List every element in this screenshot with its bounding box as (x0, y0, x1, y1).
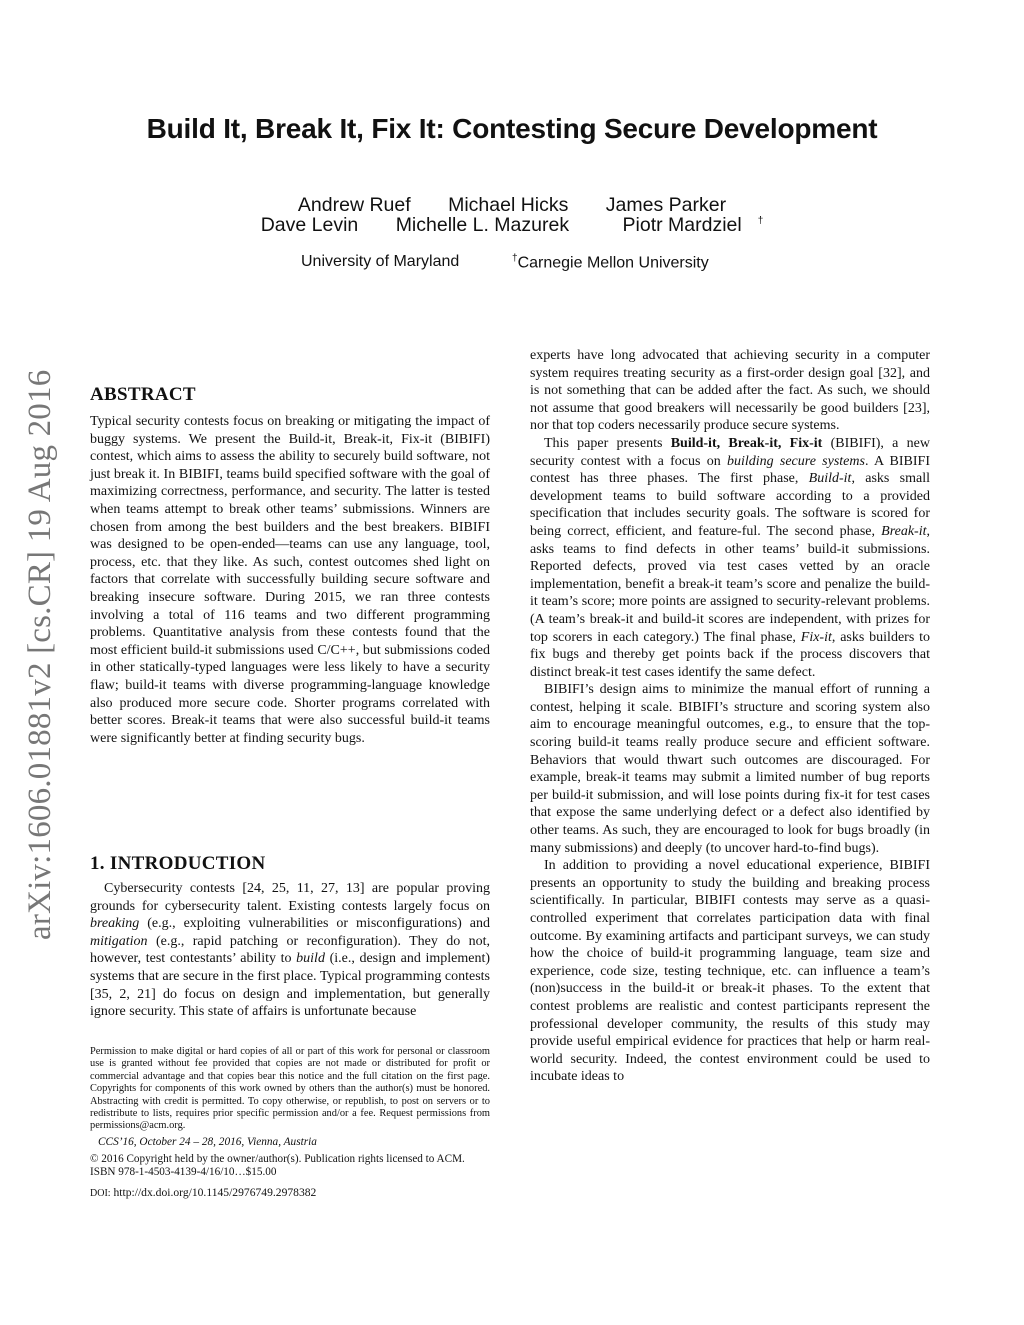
copyright-notice: © 2016 Copyright held by the owner/author(s). Publication rights licensed to ACM. (90, 1153, 465, 1166)
dagger-mark: † (512, 253, 518, 264)
conference-venue: CCS’16, October 24 – 28, 2016, Vienna, Austria (98, 1135, 317, 1148)
paragraph: Cybersecurity contests [24, 25, 11, 27, 13] are popular proving grounds for cybersecurity talent. Existing contests largely focus on breaking (e.g., exploiting vulnerabilities or misconfigurations) and mitigation (e.g., rapid patching or reconfiguration). They do not, however, test contestants’ ability to build (i.e., design and implement) systems that are secure in the first place. Typical programming contests [35, 2, 21] do focus on design and implementation, but generally ignore security. This state of affairs is unfortunate because (90, 881, 490, 1020)
right-column-body (530, 347, 930, 1086)
introduction-body (90, 880, 490, 1021)
abstract-text: Typical security contests focus on breaking or mitigating the impact of buggy systems. We present the Build-it, Break-it, Fix-it (BIBIFI) contest, which aims to assess the ability to securely build software, not just break it. In BIBIFI, teams build specified software with the goal of maximizing correctness, performance, and security. The latter is tested when teams attempt to break other teams’ submissions. Winners are chosen from among the best builders and the best breakers. BIBIFI was designed to be open-ended—teams can use any language, tool, process, etc. that they like. As such, contest outcomes shed light on factors that correlate with successfully building secure software and breaking insecure software. During 2015, we ran three contests involving a total of 116 teams and two different programming problems. Quantitative analysis from these contests found that the most efficient build-it submissions used C/C++, but submissions coded in other statically-typed languages were less likely to have a security flaw; build-it teams with diverse programming-language knowledge also produced more secure code. Shorter programs correlated with better scores. Break-it teams that were also successful build-it teams were significantly better at finding security bugs. (90, 414, 490, 746)
author-name: Andrew Ruef (297, 194, 411, 216)
arxiv-identifier: arXiv:1606.01881v2 [cs.CR] 19 Aug 2016 (22, 369, 58, 940)
author-name: Piotr Mardziel † (622, 214, 764, 236)
author-name: James Parker (605, 194, 727, 216)
isbn: ISBN 978-1-4503-4139-4/16/10…$15.00 (90, 1166, 277, 1179)
affiliation-cmu: †Carnegie Mellon University (512, 253, 709, 272)
permission-text: Permission to make digital or hard copies of all or part of this work for personal or classroom use is granted without fee provided that copies are not made or distributed for profit or commercial advantage and that copies bear this notice and the full citation on the first page. Copyrights for components of this work owned by others than the author(s) must be honored. Abstracting with credit is permitted. To copy otherwise, or republish, to post on servers or to redistribute to lists, requires prior specific permission and/or a fee. Request permissions from permissions@acm.org. (90, 1046, 490, 1132)
abstract-heading: ABSTRACT (90, 384, 196, 405)
paper-title: Build It, Break It, Fix It: Contesting Secure Development (146, 113, 878, 144)
author-name: Dave Levin (260, 214, 359, 236)
dagger-mark: † (757, 215, 764, 227)
permission-notice (90, 1046, 490, 1201)
author-row-2 (0, 214, 1024, 237)
doi: DOI: http://dx.doi.org/10.1145/2976749.2978382 (90, 1186, 317, 1200)
author-name: Michael Hicks (448, 194, 569, 216)
paragraph: BIBIFI’s design aims to minimize the manual effort of running a contest, helping it scale. BIBIFI’s structure and scoring system also aim to encourage meaningful outcomes, e.g., to ensure that the top-scoring build-it teams really produce secure and efficient software. Behaviors that would thwart such outcomes are discouraged. For example, break-it teams may submit a limited number of bug reports per build-it submission, and will lose points during fix-it for test cases that expose the same underlying defect or a defect also identified by other teams. As such, they are encouraged to look for bugs broadly (in many submissions) and deeply (to uncover hard-to-find bugs). (530, 682, 930, 856)
doi-link[interactable]: http://dx.doi.org/10.1145/2976749.2978382 (110, 1186, 317, 1200)
abstract-body (90, 413, 490, 747)
introduction-heading: 1. INTRODUCTION (90, 853, 266, 874)
paragraph: This paper presents Build-it, Break-it, Fix-it (BIBIFI), a new security contest with a focus on building secure systems. A BIBIFI contest has three phases. The first phase, Build-it, asks small development teams to build software according to a provided specification that includes security goals. The software is scored for being correct, efficient, and feature-ful. The second phase, Break-it, asks teams to find defects in other teams’ build-it submissions. Reported defects, proved via test cases vetted by an oracle implementation, benefit a break-it team’s score and penalize the build-it team’s score; more points are assigned to security-relevant problems. (A team’s break-it and build-it scores are independent, with prizes for top scorers in each category.) The final phase, Fix-it, asks builders to fix bugs and thereby get points back if the process discovers that distinct break-it test cases identify the same defect. (530, 435, 930, 680)
author-name: Michelle L. Mazurek (395, 214, 570, 236)
paragraph: In addition to providing a novel educational experience, BIBIFI presents an opportunity to study the building and breaking process scientifically. In particular, BIBIFI contests may serve as a quasi-controlled experiment that correlates participation data with final outcome. By examining artifacts and participant surveys, we can study how the choice of build-it programming language, team size and experience, code size, testing technique, etc. can influence a team’s (non)success in the build-it or break-it phases. To the extent that contest problems are realistic and contest participants represent the professional developer community, the results of this study may provide useful empirical evidence for practices that help or harm real-world security. Indeed, the contest environment could be used to incubate ideas to (530, 858, 930, 1085)
paragraph: experts have long advocated that achieving security in a computer system requires treating security as a first-order design goal [32], and is not something that can be added after the fact. As such, we should not assume that good breakers will necessarily be good builders [23], nor that top coders necessarily produce secure systems. (530, 348, 930, 434)
affiliation-umd: University of Maryland (301, 253, 460, 270)
